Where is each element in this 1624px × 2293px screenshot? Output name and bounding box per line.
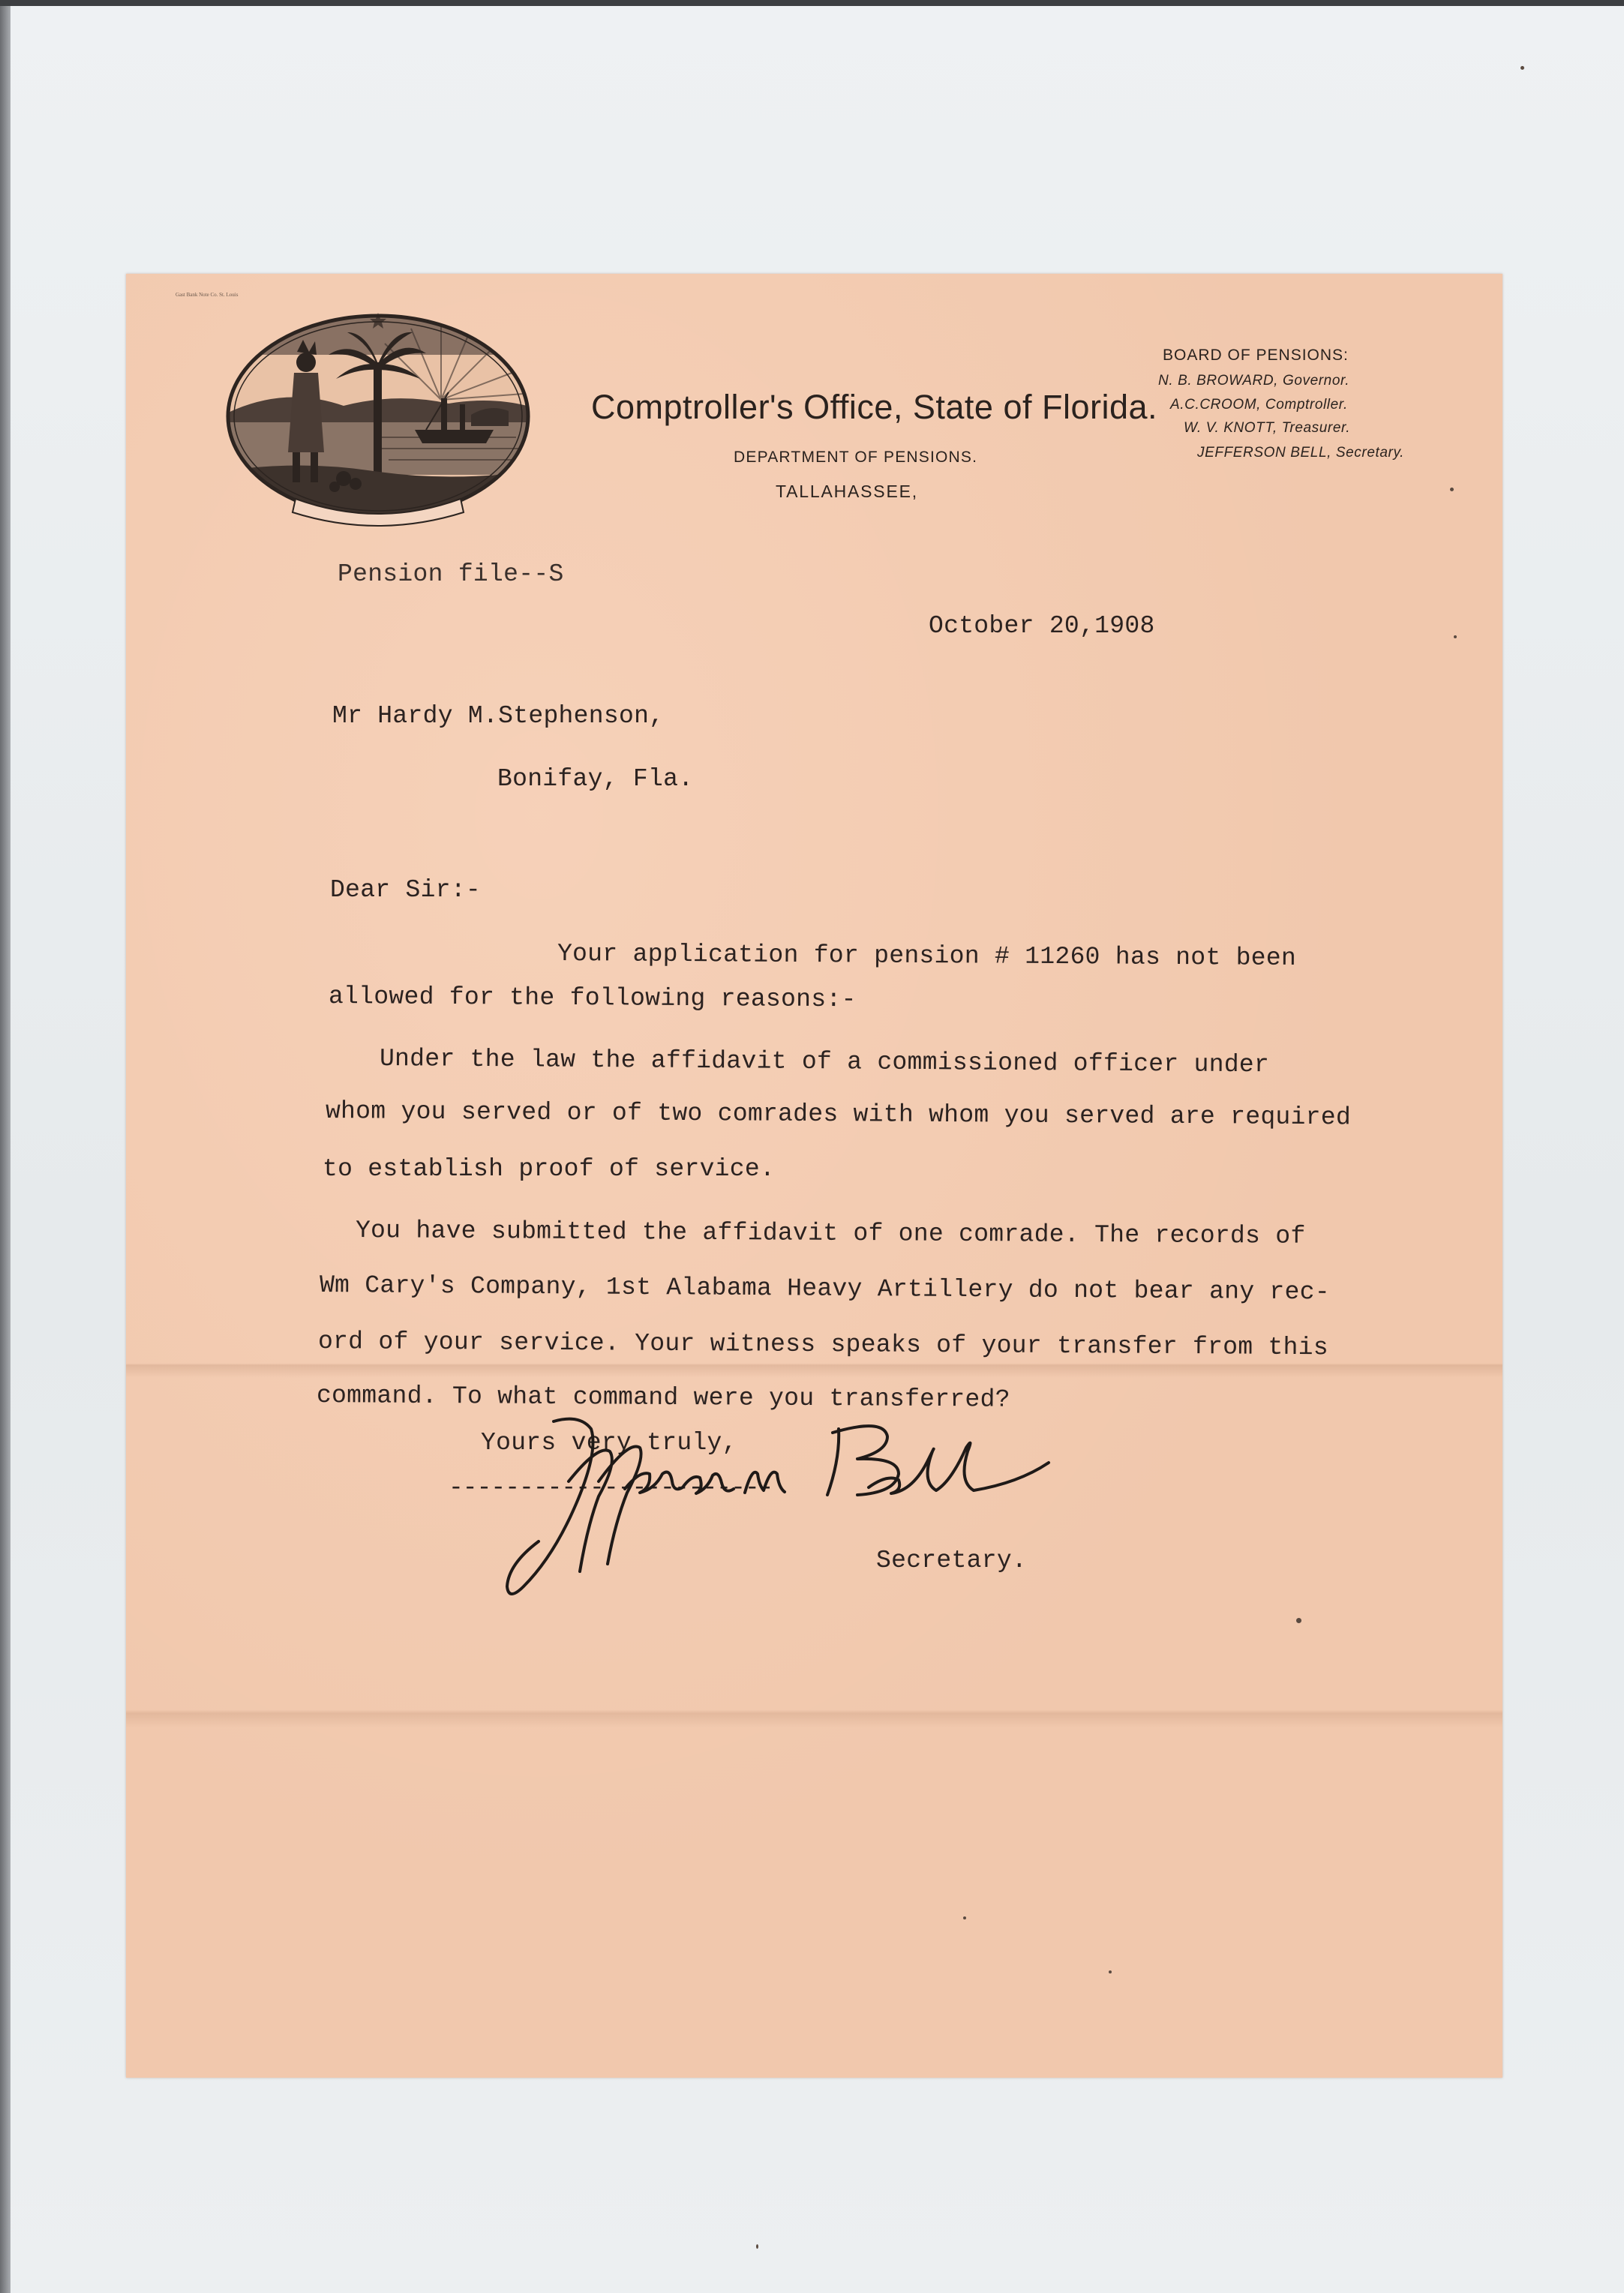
body-line: You have submitted the affidavit of one comrade. The records of [355,1217,1306,1250]
state-seal-icon [224,310,533,527]
handwritten-signature [449,1399,1064,1616]
printer-imprint: Gast Bank Note Co. St. Louis [176,292,239,298]
body-line: Wm Cary's Company, 1st Alabama Heavy Artillery do not bear any rec- [319,1271,1331,1307]
closing: Yours very truly, [481,1429,737,1457]
board-member: JEFFERSON BELL, Secretary. [1197,445,1405,461]
paper-speck [1109,1970,1112,1973]
board-member: W. V. KNOTT, Treasurer. [1184,420,1351,436]
scan-speck [756,2244,758,2249]
file-reference: Pension file--S [338,560,564,588]
letterhead-department: DEPARTMENT OF PENSIONS. [734,449,978,466]
recipient-town: Bonifay, Fla. [497,765,694,793]
paper-speck [1296,1618,1301,1623]
body-line: Under the law the affidavit of a commissioned officer under [379,1045,1270,1079]
recipient-name: Mr Hardy M.Stephenson, [332,702,665,730]
board-member: N. B. BROWARD, Governor. [1158,373,1350,389]
letter-date: October 20,1908 [929,612,1155,640]
letterhead-city: TALLAHASSEE, [776,482,918,501]
paper-speck [1454,635,1457,638]
paper-speck [963,1916,966,1919]
body-line: command. To what command were you transferred? [316,1382,1010,1414]
scan-speck [1520,66,1524,70]
board-member: A.C.CROOM, Comptroller. [1170,397,1348,413]
body-line: Your application for pension # 11260 has not been [557,940,1297,973]
body-line: whom you served or of two comrades with whom you served are required [325,1097,1352,1132]
scan-edge [0,0,11,2293]
signature-line: ----------------------- [449,1474,773,1502]
body-line: allowed for the following reasons:- [328,983,857,1014]
signer-title: Secretary. [876,1547,1028,1574]
letter-sheet [126,274,1502,2078]
body-line: ord of your service. Your witness speaks of your transfer from this [317,1328,1329,1362]
scan-edge-top [0,0,1624,6]
letterhead-title: Comptroller's Office, State of Florida. [591,388,1158,426]
salutation: Dear Sir:- [330,876,482,904]
board-heading: BOARD OF PENSIONS: [1163,347,1349,364]
body-line: to establish proof of service. [323,1155,776,1183]
paper-speck [1450,488,1454,491]
